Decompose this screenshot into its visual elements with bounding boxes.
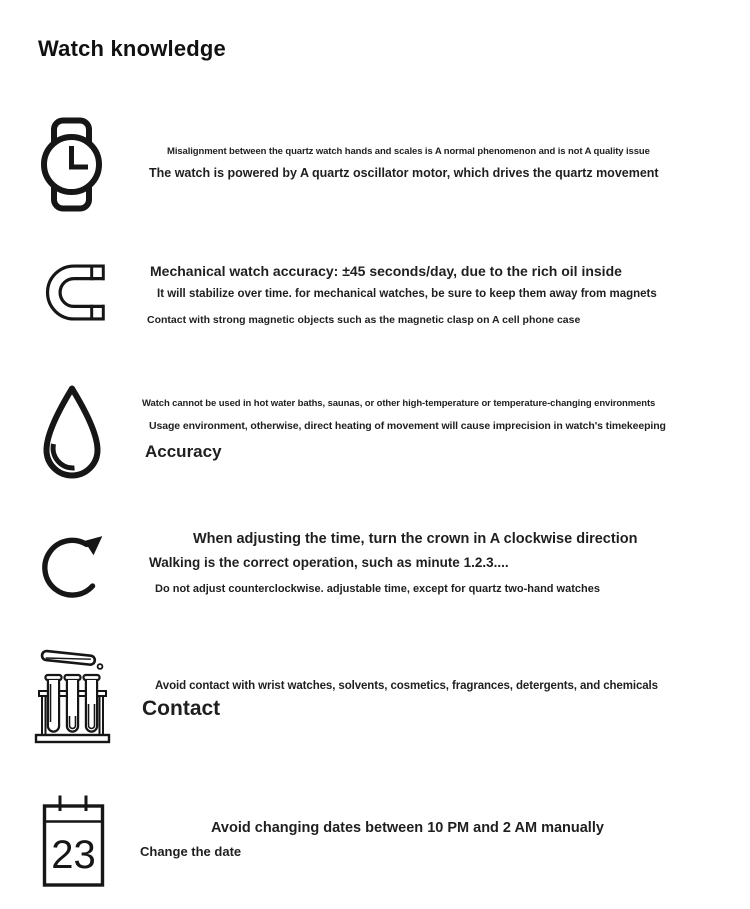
clockwise-crown-headline: When adjusting the time, turn the crown in A clockwise direction — [193, 531, 638, 547]
clockwise-arrow-icon — [39, 522, 107, 608]
accuracy-headline: Accuracy — [145, 442, 222, 461]
usage-environment-note: Usage environment, otherwise, direct heating of movement will cause imprecision in watch's timekeeping — [149, 420, 666, 432]
magnet-warning-note: It will stabilize over time. for mechanical watches, be sure to keep them away from magnets — [157, 288, 657, 300]
date-change-warning-note: Avoid changing dates between 10 PM and 2 AM manually — [211, 820, 604, 836]
calendar-day-number: 23 — [51, 833, 96, 877]
calendar-icon — [41, 792, 106, 889]
contact-headline: Contact — [142, 697, 221, 720]
mechanical-accuracy-headline: Mechanical watch accuracy: ±45 seconds/day, due to the rich oil inside — [150, 263, 622, 279]
watch-icon — [38, 117, 105, 212]
quartz-movement-note: The watch is powered by A quartz oscillator motor, which drives the quartz movement — [149, 166, 659, 180]
quartz-misalignment-note: Misalignment between the quartz watch hands and scales is A normal phenomenon and is not A quality issue — [167, 146, 650, 157]
test-tubes-icon — [34, 646, 111, 746]
correct-operation-note: Walking is the correct operation, such as minute 1.2.3.... — [149, 555, 509, 570]
counterclockwise-warning-note: Do not adjust counterclockwise. adjustable time, except for quartz two-hand watches — [155, 583, 600, 595]
water-drop-icon — [40, 384, 104, 481]
hot-water-warning-note: Watch cannot be used in hot water baths, saunas, or other high-temperature or temperature-changing environments — [142, 398, 656, 409]
change-date-headline: Change the date — [140, 844, 242, 859]
chemicals-warning-note: Avoid contact with wrist watches, solvents, cosmetics, fragrances, detergents, and chemicals — [155, 680, 658, 692]
magnet-icon — [38, 262, 108, 323]
page-title: Watch knowledge — [38, 36, 226, 61]
magnetic-contact-note: Contact with strong magnetic objects such as the magnetic clasp on A cell phone case — [147, 314, 581, 326]
